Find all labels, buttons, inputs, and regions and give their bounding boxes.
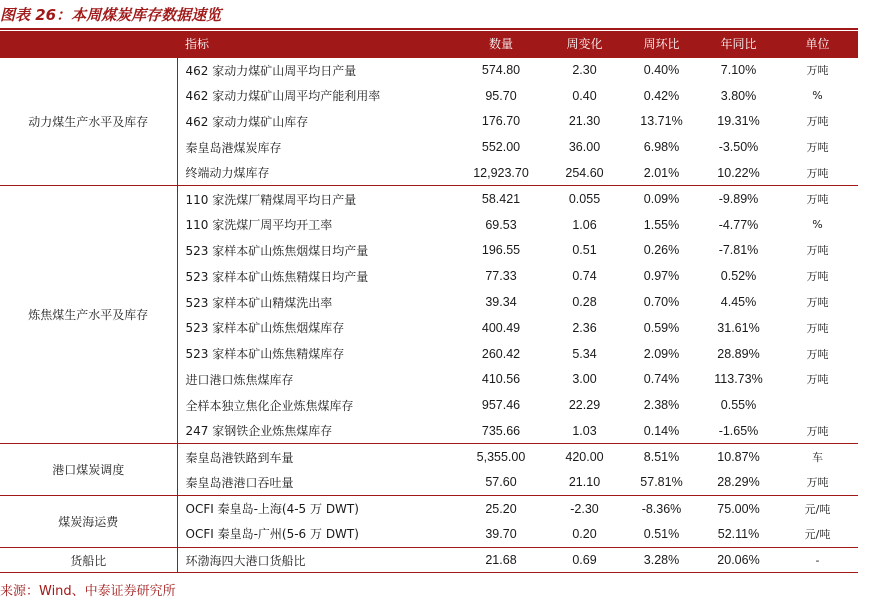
indicator-cell: 全样本独立焦化企业炼焦煤库存 <box>185 398 354 413</box>
quantity-cell: 957.46 <box>481 398 521 413</box>
table-body <box>0 57 858 573</box>
indicator-cell: 523 家样本矿山炼焦烟煤日均产量 <box>185 243 369 258</box>
wow-cell: 0.59% <box>643 320 680 335</box>
indicator-cell: 110 家洗煤厂周平均开工率 <box>185 218 333 233</box>
quantity-cell: 12,923.70 <box>473 165 529 180</box>
yoy-cell: 4.45% <box>720 295 757 310</box>
indicator-cell: 秦皇岛港港口吞吐量 <box>185 475 294 490</box>
weekly-change-cell: 0.28 <box>572 295 597 310</box>
wow-cell: 8.51% <box>623 444 700 470</box>
yoy-cell: 0.52% <box>720 269 757 284</box>
yoy-cell: 31.61% <box>717 320 760 335</box>
quantity-cell: 69.53 <box>485 217 517 232</box>
quantity-cell: 552.00 <box>481 140 521 155</box>
indicator-cell: 462 家动力煤矿山周平均日产量 <box>177 57 456 83</box>
unit-cell: 万吨 <box>806 244 829 258</box>
wow-cell: 0.14% <box>643 423 680 438</box>
wow-cell: 0.70% <box>643 295 680 310</box>
source-note: 来源：Wind、中泰证券研究所 <box>0 584 176 599</box>
yoy-cell: 52.11% <box>717 526 760 541</box>
yoy-cell: -3.50% <box>718 140 759 155</box>
yoy-cell: 10.22% <box>717 165 760 180</box>
wow-cell: 1.55% <box>643 217 680 232</box>
category-cell: 货船比 <box>0 547 177 573</box>
weekly-change-cell: 0.40 <box>572 88 597 103</box>
header-unit: 单位 <box>805 37 830 52</box>
header-wow: 周环比 <box>643 37 680 52</box>
category-cell: 炼焦煤生产水平及库存 <box>0 186 177 444</box>
quantity-cell: 196.55 <box>481 243 521 258</box>
category-cell: 动力煤生产水平及库存 <box>0 57 177 186</box>
indicator-cell: 523 家样本矿山精煤洗出率 <box>185 295 333 310</box>
unit-cell: 万吨 <box>806 347 829 361</box>
indicator-cell: 523 家样本矿山炼焦烟煤库存 <box>185 321 345 336</box>
figure-title: 图表 26：本周煤炭库存数据速览 <box>0 6 222 24</box>
quantity-cell: 410.56 <box>481 372 521 387</box>
unit-cell: 万吨 <box>806 141 829 155</box>
quantity-cell: 58.421 <box>456 186 546 212</box>
unit-cell: 万吨 <box>806 476 829 490</box>
indicator-cell: OCFI 秦皇岛-上海(4-5 万 DWT) <box>177 496 456 522</box>
yoy-cell: 113.73% <box>714 372 763 387</box>
wow-cell: 6.98% <box>643 140 680 155</box>
indicator-cell: 523 家样本矿山炼焦精煤库存 <box>185 347 345 362</box>
indicator-cell: 秦皇岛港铁路到车量 <box>177 444 456 470</box>
wow-cell: 0.42% <box>643 88 680 103</box>
weekly-change-cell: 0.055 <box>546 186 623 212</box>
wow-cell: 57.81% <box>640 475 683 490</box>
yoy-cell: 3.80% <box>720 88 757 103</box>
unit-cell: 万吨 <box>777 186 858 212</box>
quantity-cell: 57.60 <box>485 475 517 490</box>
wow-cell: 0.51% <box>643 526 680 541</box>
indicator-cell: 462 家动力煤矿山周平均产能利用率 <box>185 89 381 104</box>
unit-cell: 万吨 <box>806 166 829 180</box>
quantity-cell: 260.42 <box>481 346 521 361</box>
table-row <box>0 444 858 470</box>
quantity-cell: 735.66 <box>481 423 521 438</box>
title-rule <box>0 28 858 30</box>
indicator-cell: 进口港口炼焦煤库存 <box>185 372 294 387</box>
unit-cell: 元/吨 <box>777 496 858 522</box>
weekly-change-cell: 0.20 <box>572 526 597 541</box>
table-row <box>0 496 858 522</box>
wow-cell: 3.28% <box>623 547 700 573</box>
indicator-cell: 110 家洗煤厂精煤周平均日产量 <box>177 186 456 212</box>
unit-cell: 万吨 <box>806 115 829 129</box>
quantity-cell: 400.49 <box>481 320 521 335</box>
weekly-change-cell: 2.36 <box>572 320 597 335</box>
unit-cell: 万吨 <box>806 296 829 310</box>
wow-cell: 0.09% <box>623 186 700 212</box>
quantity-cell: 77.33 <box>485 269 517 284</box>
unit-cell: % <box>812 89 823 103</box>
weekly-change-cell: 1.06 <box>572 217 597 232</box>
unit-cell: 万吨 <box>806 321 829 335</box>
unit-cell: 万吨 <box>777 57 858 83</box>
yoy-cell: 20.06% <box>700 547 777 573</box>
unit-cell: - <box>777 547 858 573</box>
category-cell: 煤炭海运费 <box>0 496 177 548</box>
wow-cell: 13.71% <box>640 114 683 129</box>
header-category <box>0 31 177 57</box>
indicator-cell: 523 家样本矿山炼焦精煤日均产量 <box>185 269 369 284</box>
header-quantity: 数量 <box>488 37 513 52</box>
unit-cell <box>777 392 858 418</box>
yoy-cell: -1.65% <box>718 423 759 438</box>
quantity-cell: 95.70 <box>485 88 517 103</box>
header-indicator: 指标 <box>185 37 210 52</box>
weekly-change-cell: 1.03 <box>572 423 597 438</box>
quantity-cell: 574.80 <box>456 57 546 83</box>
weekly-change-cell: 2.30 <box>546 57 623 83</box>
yoy-cell: 10.87% <box>700 444 777 470</box>
indicator-cell: 终端动力煤库存 <box>185 166 270 181</box>
weekly-change-cell: 254.60 <box>565 165 604 180</box>
table-header-row <box>0 31 858 57</box>
yoy-cell: 75.00% <box>700 496 777 522</box>
quantity-cell: 21.68 <box>456 547 546 573</box>
unit-cell: 元/吨 <box>804 527 831 541</box>
yoy-cell: 19.31% <box>717 114 760 129</box>
yoy-cell: 7.10% <box>700 57 777 83</box>
yoy-cell: -9.89% <box>700 186 777 212</box>
indicator-cell: 247 家钢铁企业炼焦煤库存 <box>185 424 333 439</box>
indicator-cell: 462 家动力煤矿山库存 <box>185 114 309 129</box>
indicator-cell: OCFI 秦皇岛-广州(5-6 万 DWT) <box>185 527 359 542</box>
unit-cell: 万吨 <box>806 424 829 438</box>
wow-cell: 2.01% <box>643 165 680 180</box>
weekly-change-cell: 3.00 <box>572 372 597 387</box>
table-row <box>0 57 858 83</box>
indicator-cell: 秦皇岛港煤炭库存 <box>185 140 282 155</box>
weekly-change-cell: 420.00 <box>546 444 623 470</box>
wow-cell: 2.09% <box>643 346 680 361</box>
weekly-change-cell: -2.30 <box>546 496 623 522</box>
weekly-change-cell: 5.34 <box>572 346 597 361</box>
wow-cell: 0.26% <box>643 243 680 258</box>
unit-cell: 车 <box>777 444 858 470</box>
wow-cell: 0.40% <box>623 57 700 83</box>
weekly-change-cell: 0.51 <box>572 243 597 258</box>
weekly-change-cell: 21.10 <box>568 475 601 490</box>
quantity-cell: 5,355.00 <box>456 444 546 470</box>
weekly-change-cell: 36.00 <box>568 140 601 155</box>
quantity-cell: 176.70 <box>481 114 521 129</box>
unit-cell: 万吨 <box>806 373 829 387</box>
yoy-cell: -7.81% <box>718 243 759 258</box>
yoy-cell: 28.29% <box>717 475 760 490</box>
wow-cell: 0.74% <box>643 372 680 387</box>
weekly-change-cell: 22.29 <box>568 398 601 413</box>
quantity-cell: 39.70 <box>485 526 517 541</box>
category-cell: 港口煤炭调度 <box>0 444 177 496</box>
weekly-change-cell: 0.74 <box>572 269 597 284</box>
yoy-cell: -4.77% <box>718 217 759 232</box>
indicator-cell: 环渤海四大港口货船比 <box>177 547 456 573</box>
coal-inventory-table <box>0 31 858 573</box>
wow-cell: 0.97% <box>643 269 680 284</box>
table-row <box>0 547 858 573</box>
weekly-change-cell: 0.69 <box>546 547 623 573</box>
wow-cell: 2.38% <box>643 398 680 413</box>
unit-cell: % <box>812 218 823 232</box>
yoy-cell: 0.55% <box>720 398 757 413</box>
header-weekly-change: 周变化 <box>566 37 603 52</box>
yoy-cell: 28.89% <box>717 346 760 361</box>
header-yoy: 年同比 <box>720 37 757 52</box>
table-row <box>0 186 858 212</box>
weekly-change-cell: 21.30 <box>568 114 601 129</box>
quantity-cell: 39.34 <box>485 295 517 310</box>
wow-cell: -8.36% <box>623 496 700 522</box>
unit-cell: 万吨 <box>806 270 829 284</box>
quantity-cell: 25.20 <box>456 496 546 522</box>
